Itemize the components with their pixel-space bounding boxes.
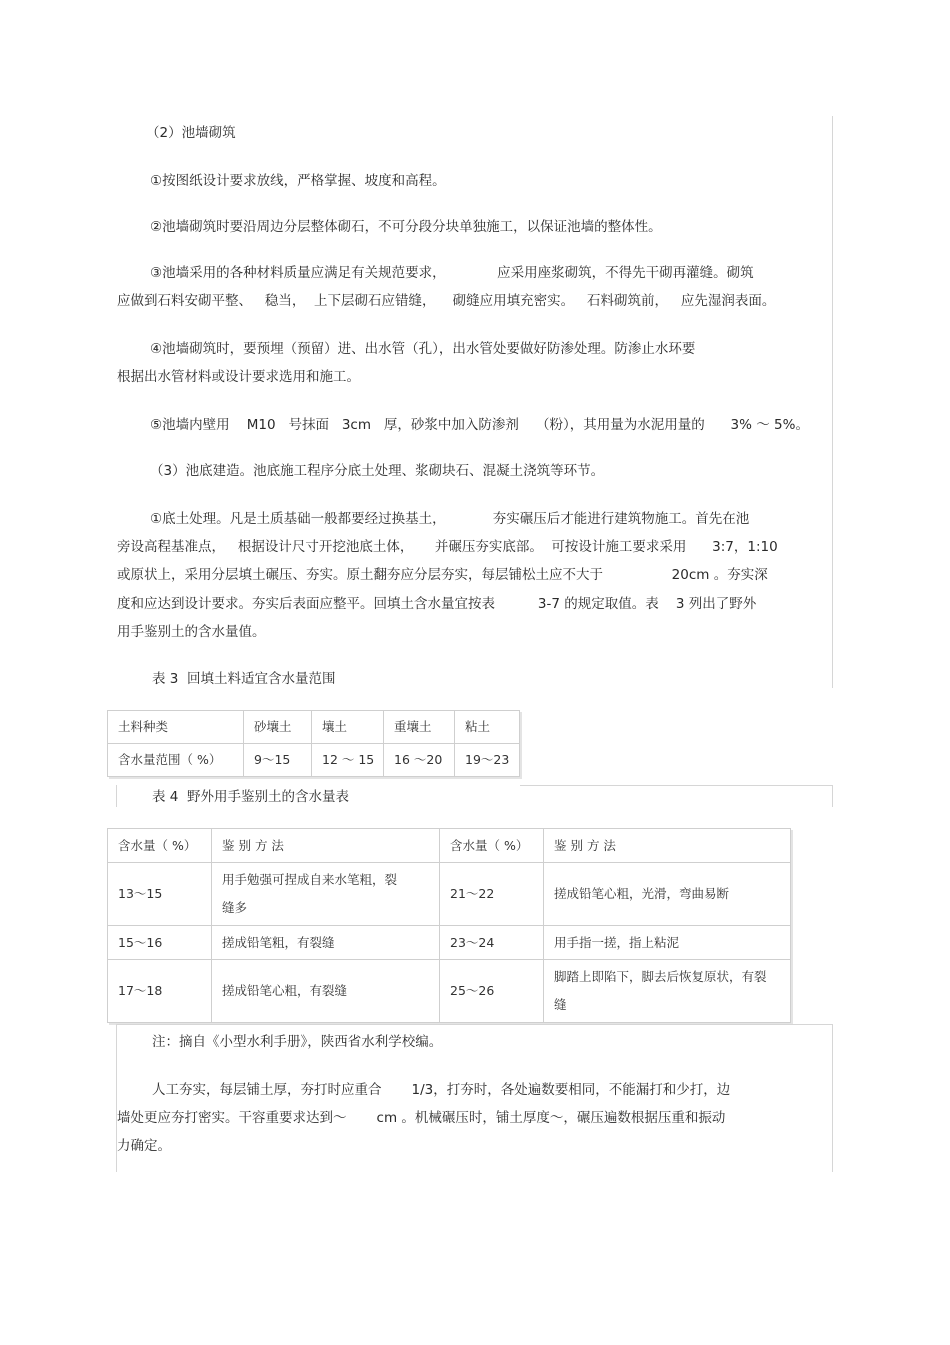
table4-cell: 13～15 <box>108 863 212 926</box>
section3-title: （3）池底建造。池底施工程序分底土处理、浆砌块石、混凝土浇筑等环节。 <box>150 463 605 479</box>
table4-header-cell: 鉴 别 方 法 <box>212 829 440 863</box>
section2-item3-line2: 应做到石料安砌平整、 稳当， 上下层砌石应错缝， 砌缝应用填充密实。 石料砌筑前， 应先湿润表面。 <box>117 293 776 309</box>
section2-item5: ⑤池墙内壁用 M10 号抹面 3cm 厚，砂浆中加入防渗剂 （粉），其用量为水泥用量的 3% ～ 5%。 <box>150 417 809 433</box>
section2-item3-line1: ③池墙采用的各种材料质量应满足有关规范要求， 应采用座浆砌筑，不得先干砌再灌缝。砌筑 <box>150 265 754 281</box>
section3-p1-line3: 或原状上，采用分层填土碾压、夯实。原土翻夯应分层夯实，每层铺松土应不大于 20cm 。夯实深 <box>117 567 768 583</box>
table3-caption: 表 3 回填土料适宜含水量范围 <box>152 671 336 687</box>
note-paragraph-line2: 墙处更应夯打密实。干容重要求达到～ cm 。机械碾压时，铺土厚度～，碾压遍数根据压重和振动 <box>117 1110 726 1126</box>
table4-cell: 用手勉强可捏成自来水笔粗，裂缝多 <box>212 863 440 926</box>
page-border-right-upper <box>832 116 833 688</box>
note-paragraph-line3: 力确定。 <box>117 1138 171 1154</box>
page-border-right-mid <box>832 785 833 807</box>
table4-cell: 搓成铅笔粗，有裂缝 <box>212 926 440 960</box>
table4-cell: 15～16 <box>108 926 212 960</box>
page-border-right-lower <box>832 1024 833 1172</box>
section2-item2: ②池墙砌筑时要沿周边分层整体砌石，不可分段分块单独施工，以保证池墙的整体性。 <box>150 219 662 235</box>
table3-cell: 16 ～20 <box>384 744 455 777</box>
table3-header-cell: 重壤土 <box>384 711 455 744</box>
table4-caption: 表 4 野外用手鉴别土的含水量表 <box>152 789 349 805</box>
table4-cell: 用手指一搓，指上粘泥 <box>544 926 791 960</box>
table3-cell: 19～23 <box>455 744 520 777</box>
table3-cell: 含水量范围（ %） <box>108 744 244 777</box>
table4 <box>107 828 791 1023</box>
table-row <box>108 744 520 777</box>
table4-cell: 搓成铅笔心粗，有裂缝 <box>212 960 440 1023</box>
section3-p1-line4: 度和应达到设计要求。夯实后表面应整平。回填土含水量宜按表 3-7 的规定取值。表 3 列出了野外 <box>117 596 757 612</box>
table3-header-cell: 壤土 <box>312 711 384 744</box>
section3-p1-line5: 用手鉴别土的含水量值。 <box>117 624 266 640</box>
section2-item4-line1: ④池墙砌筑时，要预埋（预留）进、出水管（孔），出水管处要做好防渗处理。防渗止水环要 <box>150 341 696 357</box>
table4-header-cell: 含水量（ %） <box>440 829 544 863</box>
table4-header-cell: 含水量（ %） <box>108 829 212 863</box>
table4-header-cell: 鉴 别 方 法 <box>544 829 791 863</box>
section2-title: （2）池墙砌筑 <box>146 125 236 141</box>
table4-source-note: 注：摘自《小型水利手册》，陕西省水利学校编。 <box>152 1034 443 1050</box>
table3-header-cell: 粘土 <box>455 711 520 744</box>
section2-item1: ①按图纸设计要求放线，严格掌握、坡度和高程。 <box>150 173 446 189</box>
table3-header-cell: 土料种类 <box>108 711 244 744</box>
section3-p1-line1: ①底土处理。凡是土质基础一般都要经过换基土， 夯实碾压后才能进行建筑物施工。首先在池 <box>150 511 750 527</box>
table-row <box>108 711 520 744</box>
section2-item4-line2: 根据出水管材料或设计要求选用和施工。 <box>117 369 360 385</box>
table4-cell: 21～22 <box>440 863 544 926</box>
table4-cell: 17～18 <box>108 960 212 1023</box>
table-row <box>108 863 791 926</box>
caption-frame-top <box>520 785 832 786</box>
table3-cell: 12 ～ 15 <box>312 744 384 777</box>
table3-cell: 9～15 <box>244 744 312 777</box>
table4-cell: 搓成铅笔心粗，光滑，弯曲易断 <box>544 863 791 926</box>
section3-p1-line2: 旁设高程基准点， 根据设计尺寸开挖池底土体， 并碾压夯实底部。 可按设计施工要求采用 3:7，1:10 <box>117 539 778 555</box>
table4-cell: 23～24 <box>440 926 544 960</box>
table4-cell: 25～26 <box>440 960 544 1023</box>
table-row <box>108 926 791 960</box>
note-frame-top <box>116 1024 832 1025</box>
table3-header-cell: 砂壤土 <box>244 711 312 744</box>
table-row <box>108 960 791 1023</box>
table-row <box>108 829 791 863</box>
note-paragraph-line1: 人工夯实，每层铺土厚，夯打时应重合 1/3，打夯时，各处遍数要相同，不能漏打和少打，边 <box>152 1082 731 1098</box>
table3 <box>107 710 520 777</box>
caption-frame-left <box>116 785 117 807</box>
table4-cell: 脚踏上即陷下，脚去后恢复原状，有裂缝 <box>544 960 791 1023</box>
